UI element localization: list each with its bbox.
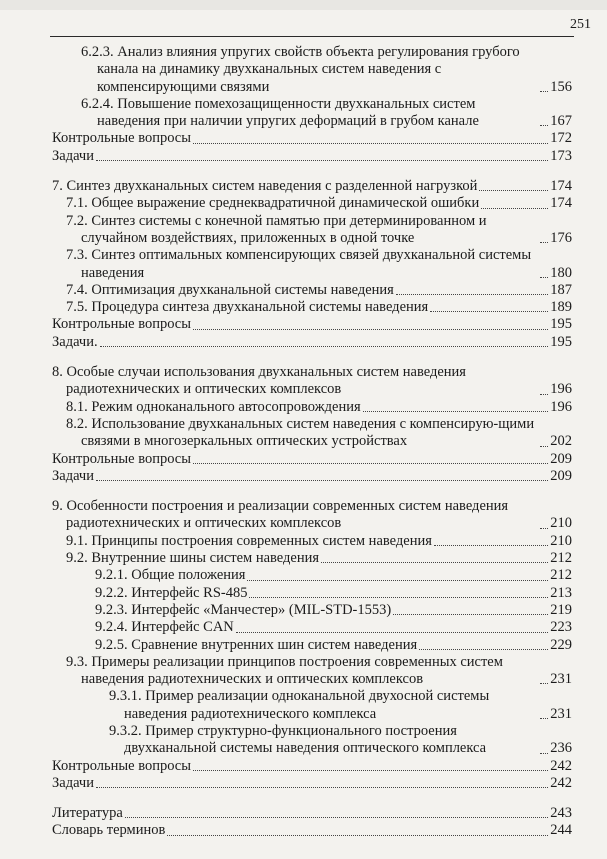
toc-entry-page: 212 bbox=[550, 550, 572, 567]
toc-entry-page: 176 bbox=[550, 229, 572, 246]
toc-entry-page: 219 bbox=[550, 601, 572, 618]
table-of-contents bbox=[52, 44, 572, 840]
toc-entry-title: Литература bbox=[52, 805, 123, 822]
dot-leader bbox=[540, 718, 548, 719]
dot-leader bbox=[540, 394, 548, 395]
dot-leader bbox=[540, 528, 548, 529]
toc-entry[interactable] bbox=[52, 130, 572, 147]
dot-leader bbox=[100, 346, 549, 347]
toc-entry-page: 229 bbox=[550, 636, 572, 653]
toc-entry[interactable] bbox=[52, 775, 572, 792]
dot-leader bbox=[540, 683, 548, 684]
toc-entry[interactable] bbox=[52, 213, 572, 248]
toc-entry[interactable] bbox=[52, 822, 572, 839]
toc-entry-title: 8.2. Использование двухканальных систем наведения с компенсирую-щими связями в многозеркальных оптических устройствах bbox=[66, 415, 535, 450]
dot-leader bbox=[96, 160, 548, 161]
toc-entry-title: Контрольные вопросы bbox=[52, 450, 191, 467]
toc-entry-title: 9.2.2. Интерфейс RS-485 bbox=[95, 584, 248, 601]
toc-entry-page: 195 bbox=[550, 316, 572, 333]
toc-entry[interactable] bbox=[52, 654, 572, 689]
toc-entry[interactable] bbox=[52, 44, 572, 96]
page-number: 251 bbox=[570, 17, 591, 32]
toc-entry[interactable] bbox=[52, 416, 572, 451]
toc-entry-title: Словарь терминов bbox=[52, 822, 166, 839]
toc-entry[interactable] bbox=[52, 758, 572, 775]
toc-entry-title: Задачи bbox=[52, 467, 94, 484]
toc-entry[interactable] bbox=[52, 96, 572, 131]
dot-leader bbox=[434, 545, 548, 546]
toc-entry[interactable] bbox=[52, 364, 572, 399]
toc-entry-page: 180 bbox=[550, 264, 572, 281]
section-gap bbox=[52, 485, 572, 498]
toc-entry-page: 167 bbox=[550, 113, 572, 130]
toc-entry[interactable] bbox=[52, 299, 572, 316]
toc-entry-title: 8.1. Режим одноканального автосопровождения bbox=[66, 398, 361, 415]
toc-entry-page: 212 bbox=[550, 567, 572, 584]
toc-entry-page: 202 bbox=[550, 433, 572, 450]
dot-leader bbox=[540, 91, 548, 92]
dot-leader bbox=[236, 632, 548, 633]
dot-leader bbox=[479, 190, 548, 191]
toc-entry[interactable] bbox=[52, 567, 572, 584]
section-gap bbox=[52, 792, 572, 805]
toc-entry-title: 7. Синтез двухканальных систем наведения с разделенной нагрузкой bbox=[52, 178, 478, 195]
toc-entry[interactable] bbox=[52, 533, 572, 550]
toc-entry[interactable] bbox=[52, 688, 572, 723]
toc-entry[interactable] bbox=[52, 334, 572, 351]
toc-entry-title: 6.2.3. Анализ влияния упругих свойств объекта регулирования грубого канала на динамику двухканальных систем наведения с компенсирующими связями bbox=[81, 44, 520, 95]
toc-entry-page: 231 bbox=[550, 671, 572, 688]
section-gap bbox=[52, 165, 572, 178]
toc-entry[interactable] bbox=[52, 316, 572, 333]
dot-leader bbox=[419, 649, 548, 650]
dot-leader bbox=[481, 208, 548, 209]
toc-entry-title: Задачи bbox=[52, 774, 94, 791]
toc-entry-title: Контрольные вопросы bbox=[52, 130, 191, 147]
dot-leader bbox=[540, 125, 548, 126]
toc-entry[interactable] bbox=[52, 619, 572, 636]
dot-leader bbox=[249, 597, 548, 598]
dot-leader bbox=[540, 446, 548, 447]
toc-entry[interactable] bbox=[52, 399, 572, 416]
toc-entry-title: Контрольные вопросы bbox=[52, 757, 191, 774]
toc-entry-page: 195 bbox=[550, 333, 572, 350]
toc-entry-page: 196 bbox=[550, 398, 572, 415]
toc-entry[interactable] bbox=[52, 550, 572, 567]
toc-entry-page: 187 bbox=[550, 281, 572, 298]
toc-entry-title: Задачи bbox=[52, 147, 94, 164]
dot-leader bbox=[96, 787, 548, 788]
toc-entry-title: 9.3.2. Пример структурно-функционального построения двухканальной системы наведения оптического комплекса bbox=[109, 722, 487, 757]
toc-entry-title: 7.1. Общее выражение среднеквадратичной динамической ошибки bbox=[66, 195, 480, 212]
toc-entry[interactable] bbox=[52, 805, 572, 822]
toc-entry-page: 209 bbox=[550, 450, 572, 467]
toc-entry-title: 9.2.1. Общие положения bbox=[95, 567, 246, 584]
toc-entry-page: 213 bbox=[550, 584, 572, 601]
toc-entry-title: 9.3.1. Пример реализации одноканальной двухосной системы наведения радиотехнического комплекса bbox=[109, 688, 490, 722]
toc-entry-title: 7.4. Оптимизация двухканальной системы наведения bbox=[66, 281, 394, 298]
toc-entry-page: 196 bbox=[550, 381, 572, 398]
dot-leader bbox=[193, 143, 548, 144]
toc-entry[interactable] bbox=[52, 148, 572, 165]
toc-entry[interactable] bbox=[52, 178, 572, 195]
section-gap bbox=[52, 351, 572, 364]
toc-entry-page: 210 bbox=[550, 532, 572, 549]
toc-entry[interactable] bbox=[52, 282, 572, 299]
dot-leader bbox=[540, 277, 548, 278]
toc-entry-title: Контрольные вопросы bbox=[52, 316, 191, 333]
toc-entry-title: 9.2.3. Интерфейс «Манчестер» (MIL-STD-1553) bbox=[95, 601, 392, 618]
dot-leader bbox=[96, 480, 548, 481]
toc-entry-title: 9.2.4. Интерфейс CAN bbox=[95, 619, 234, 636]
toc-entry-page: 231 bbox=[550, 705, 572, 722]
toc-entry-page: 209 bbox=[550, 467, 572, 484]
toc-entry[interactable] bbox=[52, 602, 572, 619]
dot-leader bbox=[193, 770, 548, 771]
toc-entry-title: 9.2. Внутренние шины систем наведения bbox=[66, 550, 320, 567]
toc-entry-page: 223 bbox=[550, 619, 572, 636]
toc-entry-title: 7.5. Процедура синтеза двухканальной системы наведения bbox=[66, 299, 429, 316]
dot-leader bbox=[540, 753, 548, 754]
header-divider bbox=[50, 36, 574, 37]
toc-entry-title: 7.2. Синтез системы с конечной памятью при детерминированном и случайном воздействиях, приложенных в одной точке bbox=[66, 212, 487, 246]
toc-entry-title: 6.2.4. Повышение помехозащищенности двухканальных систем наведения при наличии упругих деформаций в грубом канале bbox=[81, 95, 479, 130]
dot-leader bbox=[167, 835, 548, 836]
dot-leader bbox=[193, 463, 548, 464]
toc-entry[interactable] bbox=[52, 468, 572, 485]
toc-entry[interactable] bbox=[52, 451, 572, 468]
toc-entry-page: 156 bbox=[550, 78, 572, 95]
toc-entry-title: 9.1. Принципы построения современных систем наведения bbox=[66, 532, 432, 549]
toc-entry-page: 242 bbox=[550, 774, 572, 791]
toc-entry-page: 210 bbox=[550, 515, 572, 532]
dot-leader bbox=[247, 580, 548, 581]
dot-leader bbox=[393, 614, 548, 615]
toc-entry-page: 244 bbox=[550, 822, 572, 839]
dot-leader bbox=[193, 329, 548, 330]
dot-leader bbox=[321, 562, 548, 563]
toc-entry-page: 172 bbox=[550, 130, 572, 147]
toc-entry-page: 174 bbox=[550, 178, 572, 195]
dot-leader bbox=[396, 294, 548, 295]
dot-leader bbox=[430, 311, 548, 312]
toc-entry-page: 173 bbox=[550, 147, 572, 164]
toc-entry-title: 8. Особые случаи использования двухканальных систем наведения радиотехнических и оптических комплексов bbox=[52, 364, 466, 398]
page-edge bbox=[0, 0, 607, 10]
toc-entry-title: 9.3. Примеры реализации принципов построения современных систем наведения радиотехнических и оптических комплексов bbox=[66, 653, 503, 688]
toc-entry-title: 9. Особенности построения и реализации современных систем наведения радиотехнических и оптических комплексов bbox=[52, 498, 509, 532]
toc-entry-page: 242 bbox=[550, 757, 572, 774]
toc-entry[interactable] bbox=[52, 585, 572, 602]
toc-entry-page: 243 bbox=[550, 805, 572, 822]
toc-entry[interactable] bbox=[52, 498, 572, 533]
toc-entry-page: 189 bbox=[550, 299, 572, 316]
toc-entry-title: 9.2.5. Сравнение внутренних шин систем наведения bbox=[95, 636, 418, 653]
dot-leader bbox=[125, 817, 548, 818]
dot-leader bbox=[540, 242, 548, 243]
toc-entry[interactable] bbox=[52, 723, 572, 758]
toc-entry-page: 174 bbox=[550, 195, 572, 212]
toc-entry[interactable] bbox=[52, 637, 572, 654]
toc-entry[interactable] bbox=[52, 247, 572, 282]
toc-entry-page: 236 bbox=[550, 740, 572, 757]
dot-leader bbox=[363, 411, 549, 412]
toc-entry[interactable] bbox=[52, 195, 572, 212]
toc-entry-title: Задачи. bbox=[52, 333, 98, 350]
toc-entry-title: 7.3. Синтез оптимальных компенсирующих связей двухканальной системы наведения bbox=[66, 247, 532, 281]
